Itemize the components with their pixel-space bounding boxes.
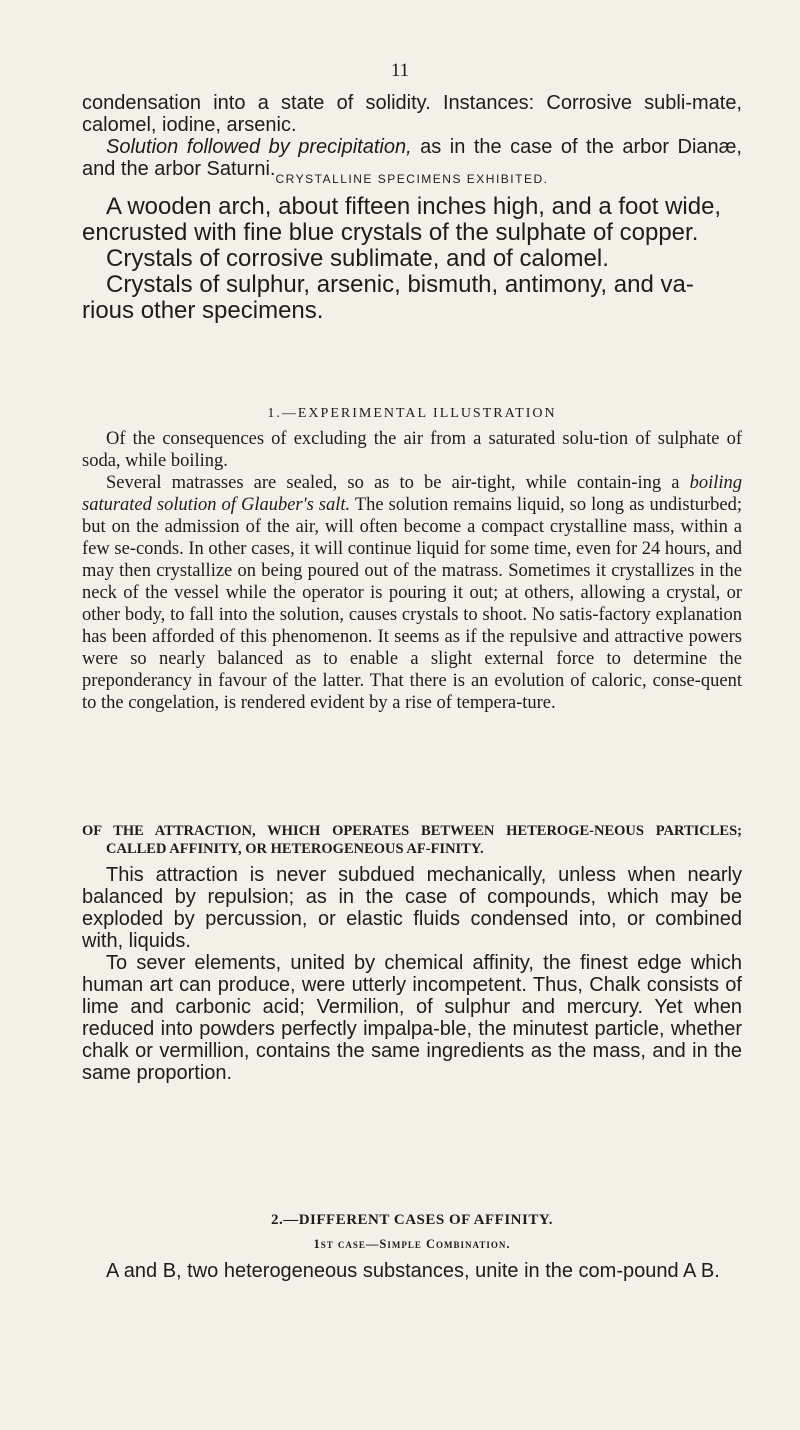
affinity-heading: OF THE ATTRACTION, WHICH OPERATES BETWEEN HETEROGE-NEOUS PARTICLES; CALLED AFFINITY, OR HETEROGENEOUS AF-FINITY.	[82, 823, 742, 857]
affinity-paragraph-1: This attraction is never subdued mechanically, unless when nearly balanced by repulsion; as in the case of compounds, which may be exploded by percussion, or elastic fluids condensed into, or combined with, liquids.	[82, 864, 742, 952]
cases-heading: 2.—DIFFERENT CASES OF AFFINITY.	[270, 1212, 554, 1228]
page-number: 11	[390, 60, 410, 81]
crystalline-section	[82, 172, 742, 324]
precipitation-italic: Solution followed by precipitation,	[106, 136, 412, 158]
crystalline-item-arch: A wooden arch, about fifteen inches high, and a foot wide, encrusted with fine blue crystals of the sulphate of copper.	[82, 193, 722, 246]
precipitation-rest: as in the case of the arbor Dianæ, and the arbor Saturni.	[82, 136, 742, 180]
cases-subheading: 1st case—Simple Combination.	[313, 1237, 511, 1251]
crystalline-item-sublimate: Crystals of corrosive sublimate, and of calomel.	[106, 245, 609, 272]
affinity-paragraph-2: To sever elements, united by chemical affinity, the finest edge which human art can produce, were utterly incompetent. Thus, Chalk consists of lime and carbonic acid; Vermilion, of sulphur and mercury. Yet when reduced into powders perfectly impalpa-ble, the minutest particle, whether chalk or vermillion, contains the same ingredients as the mass, and in the same proportion.	[82, 952, 742, 1084]
experiment-section	[82, 406, 742, 714]
crystalline-item-sulphur: Crystals of sulphur, arsenic, bismuth, antimony, and va-rious other specimens.	[82, 271, 694, 324]
experiment-heading: 1.—EXPERIMENTAL ILLUSTRATION	[267, 406, 557, 421]
experiment-para-end: The solution remains liquid, so long as undisturbed; but on the admission of the air, will often become a compact crystalline mass, within a few se-conds. In other cases, it will continue liquid for some time, even for 24 hours, and may then crystallize on being poured out of the matrass. Sometimes it crystallizes in the neck of the vessel while the operator is pouring it out; at others, allowing a crystal, or other body, to fall into the solution, causes crystals to shoot. No satis-factory explanation has been afforded of this phenomenon. It seems as if the repulsive and attractive powers were so nearly balanced as to enable a slight external force to determine the preponderancy in favour of the latter. That there is an evolution of caloric, conse-quent to the congelation, is rendered evident by a rise of tempera-ture.	[82, 495, 742, 713]
crystalline-heading: CRYSTALLINE SPECIMENS EXHIBITED.	[275, 172, 549, 186]
experiment-intro: Of the consequences of excluding the air from a saturated solu-tion of sulphate of soda, while boiling.	[82, 429, 742, 471]
intro-paragraph: condensation into a state of solidity. Instances: Corrosive subli-mate, calomel, iodine, arsenic.	[82, 92, 742, 136]
affinity-section	[82, 822, 742, 1084]
cases-section	[82, 1212, 742, 1282]
experiment-para-italic: boiling saturated solution of Glauber's salt.	[82, 473, 742, 515]
intro-section	[82, 92, 742, 180]
experiment-para-start: Several matrasses are sealed, so as to be air-tight, while contain-ing a	[106, 473, 690, 493]
experiment-paragraph	[82, 472, 742, 714]
cases-paragraph: A and B, two heterogeneous substances, unite in the com-pound A B.	[106, 1260, 720, 1282]
